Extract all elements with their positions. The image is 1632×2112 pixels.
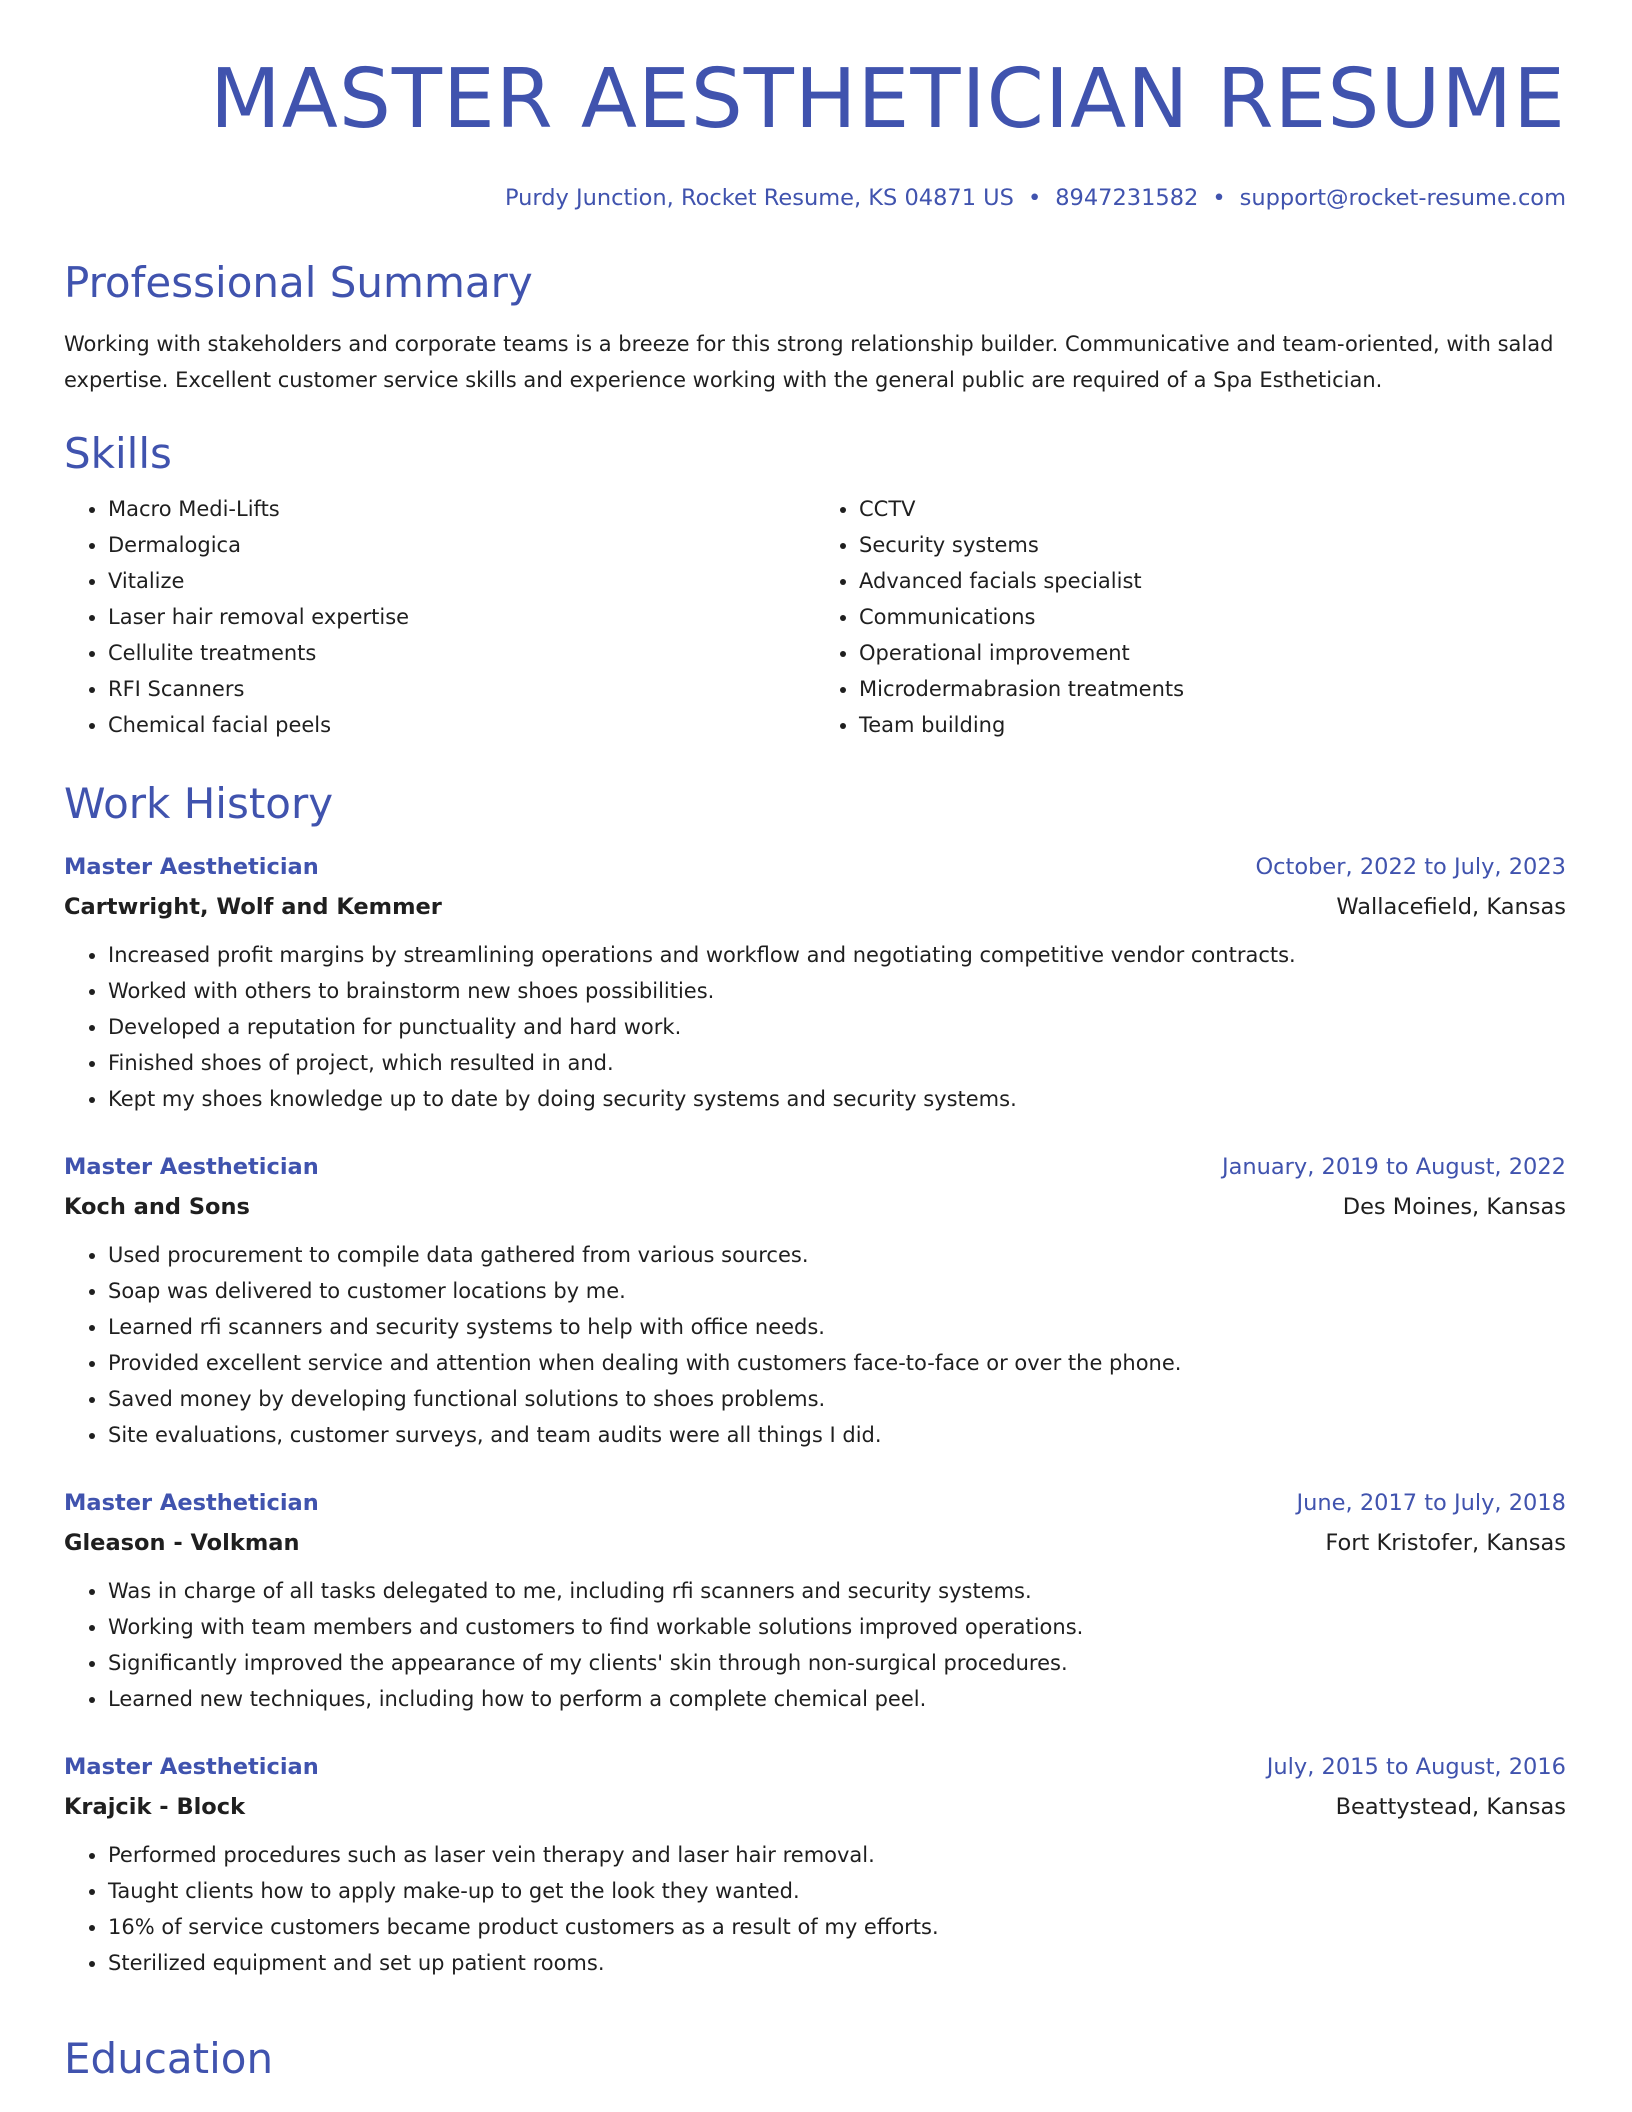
job-bullet: • Soap was delivered to customer locations by me.	[108, 1273, 1566, 1309]
contact-line	[64, 187, 1566, 210]
summary-heading: Professional Summary	[64, 258, 533, 307]
job-location: Beattystead, Kansas	[1335, 1794, 1566, 1820]
skills-columns	[64, 491, 1566, 743]
skill-item: • Communications	[859, 599, 1566, 635]
skill-item: • Dermalogica	[108, 527, 815, 563]
skill-item: • Chemical facial peels	[108, 707, 815, 743]
job-bullet: • 16% of service customers became product customers as a result of my efforts.	[108, 1909, 1566, 1945]
job-bullet: • Used procurement to compile data gathered from various sources.	[108, 1237, 1566, 1273]
education-heading: Education	[64, 2034, 274, 2083]
summary-text: Working with stakeholders and corporate teams is a breeze for this strong relationship builder. Communicative and team-oriented, with salad expertise. Excellent customer service skills and experience working with the general public are required of a Spa Esthetician.	[64, 332, 1554, 392]
job-title: Master Aesthetician	[64, 854, 319, 880]
summary-section	[64, 258, 1566, 398]
skills-list-right	[815, 491, 1566, 743]
skill-item: • Macro Medi-Lifts	[108, 491, 815, 527]
skill-item: • Vitalize	[108, 563, 815, 599]
job-title: Master Aesthetician	[64, 1754, 319, 1780]
work-history-section	[64, 779, 1566, 1981]
job-dates: July, 2015 to August, 2016	[1266, 1754, 1566, 1780]
company-name: Cartwright, Wolf and Kemmer	[64, 894, 442, 920]
skill-item: • Advanced facials specialist	[859, 563, 1566, 599]
job-bullet: • Was in charge of all tasks delegated to me, including rfi scanners and security systems.	[108, 1573, 1566, 1609]
job-entry	[64, 1747, 1566, 1981]
job-bullet: • Finished shoes of project, which resulted in and.	[108, 1045, 1566, 1081]
company-name: Gleason - Volkman	[64, 1530, 300, 1556]
skill-item: • Cellulite treatments	[108, 635, 815, 671]
job-entry	[64, 847, 1566, 1117]
job-bullet: • Learned new techniques, including how to perform a complete chemical peel.	[108, 1681, 1566, 1717]
job-title: Master Aesthetician	[64, 1154, 319, 1180]
separator-dot: •	[1027, 185, 1042, 211]
skills-list-left	[64, 491, 815, 743]
skill-item: • CCTV	[859, 491, 1566, 527]
contact-address: Purdy Junction, Rocket Resume, KS 04871 US	[504, 185, 1014, 211]
job-bullet: • Site evaluations, customer surveys, and team audits were all things I did.	[108, 1417, 1566, 1453]
job-location: Des Moines, Kansas	[1342, 1194, 1566, 1220]
job-entry	[64, 1483, 1566, 1717]
skill-item: • Microdermabrasion treatments	[859, 671, 1566, 707]
job-location: Fort Kristofer, Kansas	[1325, 1530, 1566, 1556]
skill-item: • Team building	[859, 707, 1566, 743]
company-name: Krajcik - Block	[64, 1794, 246, 1820]
contact-phone: 8947231582	[1055, 185, 1199, 211]
skill-item: • Operational improvement	[859, 635, 1566, 671]
separator-dot: •	[1212, 185, 1226, 211]
job-bullet: • Saved money by developing functional solutions to shoes problems.	[108, 1381, 1566, 1417]
contact-email: support@rocket-resume.com	[1239, 185, 1566, 211]
company-name: Koch and Sons	[64, 1194, 250, 1220]
job-dates: October, 2022 to July, 2023	[1255, 854, 1566, 880]
skill-item: • Laser hair removal expertise	[108, 599, 815, 635]
job-location: Wallacefield, Kansas	[1336, 894, 1566, 920]
job-dates: June, 2017 to July, 2018	[1296, 1490, 1566, 1516]
job-dates: January, 2019 to August, 2022	[1221, 1154, 1566, 1180]
skill-item: • Security systems	[859, 527, 1566, 563]
job-bullet: • Developed a reputation for punctuality and hard work.	[108, 1009, 1566, 1045]
job-bullet: • Sterilized equipment and set up patient rooms.	[108, 1945, 1566, 1981]
job-title: Master Aesthetician	[64, 1490, 319, 1516]
job-bullets	[64, 937, 1566, 1117]
job-bullet: • Learned rfi scanners and security systems to help with office needs.	[108, 1309, 1566, 1345]
job-bullet: • Performed procedures such as laser vein therapy and laser hair removal.	[108, 1837, 1566, 1873]
skill-item: • RFI Scanners	[108, 671, 815, 707]
job-entry	[64, 1147, 1566, 1453]
skills-heading: Skills	[64, 429, 172, 478]
job-bullet: • Taught clients how to apply make-up to get the look they wanted.	[108, 1873, 1566, 1909]
job-bullets	[64, 1837, 1566, 1981]
skills-section	[64, 429, 1566, 743]
work-history-heading: Work History	[64, 779, 334, 828]
job-bullet: • Provided excellent service and attention when dealing with customers face-to-face or over the phone.	[108, 1345, 1566, 1381]
job-bullet: • Working with team members and customers to find workable solutions improved operations.	[108, 1609, 1566, 1645]
job-bullet: • Significantly improved the appearance of my clients' skin through non-surgical procedures.	[108, 1645, 1566, 1681]
resume-title: MASTER AESTHETICIAN RESUME	[210, 52, 1566, 147]
job-bullets	[64, 1573, 1566, 1717]
job-bullets	[64, 1237, 1566, 1453]
job-bullet: • Kept my shoes knowledge up to date by doing security systems and security systems.	[108, 1081, 1566, 1117]
job-bullet: • Worked with others to brainstorm new shoes possibilities.	[108, 973, 1566, 1009]
job-bullet: • Increased profit margins by streamlining operations and workflow and negotiating competitive vendor contracts.	[108, 937, 1566, 973]
resume-page	[64, 0, 1566, 2083]
education-section	[64, 2034, 1566, 2083]
